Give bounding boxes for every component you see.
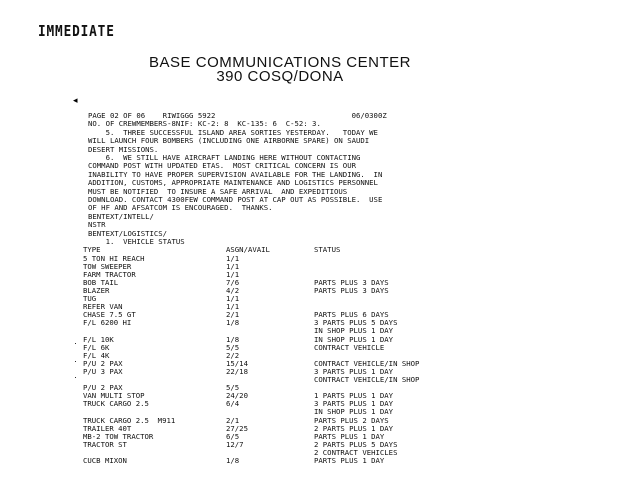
message-line: 1. VEHICLE STATUS: [88, 237, 185, 247]
table-cell-vehicle-status: CONTRACT VEHICLE/IN SHOP: [314, 375, 420, 384]
message-line: COMMAND POST WITH UPDATED ETAS. MOST CRITICAL CONCERN IS OUR: [88, 161, 356, 171]
message-line: NSTR: [88, 220, 106, 230]
table-cell-vehicle-status: CONTRACT VEHICLE/IN SHOP: [314, 358, 420, 368]
column-header-vehicle-status: STATUS: [314, 245, 341, 255]
table-cell-vehicle-type: TRAILER 40T: [83, 423, 132, 433]
table-cell-asgn-avail: 2/1: [226, 415, 240, 425]
message-line: 6. WE STILL HAVE AIRCRAFT LANDING HERE WITHOUT CONTACTING: [88, 153, 361, 163]
table-cell-vehicle-type: F/L 10K: [83, 334, 114, 344]
table-cell-asgn-avail: 6/4: [226, 399, 240, 409]
message-line: PAGE 02 OF 06 RIWIGGG 5922 06/0300Z: [88, 111, 387, 120]
table-cell-vehicle-type: TRUCK CARGO 2.5: [83, 399, 149, 409]
table-cell-asgn-avail: 1/8: [226, 334, 240, 344]
table-cell-vehicle-type: REFER VAN: [83, 302, 123, 312]
table-cell-asgn-avail: 7/6: [226, 277, 240, 287]
table-cell-vehicle-status: CONTRACT VEHICLE: [314, 342, 385, 352]
message-line: DOWNLOAD. CONTACT 4300FEW COMMAND POST AT CAP OUT AS POSSIBLE. USE: [88, 195, 383, 205]
table-cell-vehicle-status: IN SHOP PLUS 1 DAY: [314, 407, 394, 417]
table-cell-vehicle-type: TRUCK CARGO 2.5 M911: [83, 415, 176, 425]
table-cell-vehicle-status: PARTS PLUS 3 DAYS: [314, 277, 389, 287]
table-cell-vehicle-status: IN SHOP PLUS 1 DAY: [314, 326, 394, 336]
table-cell-asgn-avail: 1/1: [226, 261, 240, 271]
table-cell-asgn-avail: 22/18: [226, 366, 248, 376]
table-cell-asgn-avail: 1/1: [226, 253, 240, 263]
table-cell-asgn-avail: 2/2: [226, 350, 240, 360]
table-cell-vehicle-type: P/U 2 PAX: [83, 383, 123, 393]
table-cell-vehicle-status: PARTS PLUS 3 DAYS: [314, 285, 389, 295]
message-line: ADDITION, CUSTOMS, APPROPRIATE MAINTENANCE AND LOGISTICS PERSONNEL: [88, 178, 378, 188]
table-cell-vehicle-type: P/U 2 PAX: [83, 358, 123, 368]
margin-mark: ·: [74, 356, 77, 366]
margin-mark: ·: [74, 338, 77, 348]
table-cell-vehicle-status: 3 PARTS PLUS 1 DAY: [314, 366, 394, 376]
table-cell-vehicle-status: 2 PARTS PLUS 1 DAY: [314, 423, 394, 433]
table-cell-vehicle-type: 5 TON HI REACH: [83, 253, 145, 263]
table-cell-vehicle-status: 3 PARTS PLUS 1 DAY: [314, 399, 394, 409]
table-cell-vehicle-type: P/U 3 PAX: [83, 366, 123, 376]
message-line: OF HF AND AFSATCOM IS ENCOURAGED. THANKS.: [88, 203, 273, 213]
table-cell-asgn-avail: 1/1: [226, 294, 240, 303]
margin-mark: ◂: [73, 95, 78, 105]
table-cell-vehicle-status: 2 CONTRACT VEHICLES: [314, 447, 398, 457]
table-cell-vehicle-status: PARTS PLUS 1 DAY: [314, 456, 385, 465]
table-cell-asgn-avail: 15/14: [226, 358, 248, 368]
table-cell-vehicle-type: FARM TRACTOR: [83, 269, 136, 279]
table-cell-vehicle-type: BLAZER: [83, 285, 110, 295]
table-cell-vehicle-status: PARTS PLUS 6 DAYS: [314, 310, 389, 320]
message-line: BENTEXT/INTELL/: [88, 211, 154, 221]
table-cell-vehicle-type: VAN MULTI STOP: [83, 391, 145, 401]
table-cell-asgn-avail: 1/8: [226, 318, 240, 328]
table-cell-asgn-avail: 5/5: [226, 342, 240, 352]
table-cell-asgn-avail: 1/1: [226, 302, 240, 312]
message-body: [88, 112, 387, 247]
message-line: INABILITY TO HAVE PROPER SUPERVISION AVAILABLE FOR THE LANDING. IN: [88, 169, 383, 179]
table-cell-asgn-avail: 24/20: [226, 391, 248, 401]
table-cell-vehicle-type: MB-2 TOW TRACTOR: [83, 431, 154, 441]
message-line: DESERT MISSIONS.: [88, 144, 159, 154]
table-cell-vehicle-type: TRACTOR ST: [83, 439, 127, 449]
table-cell-asgn-avail: 27/25: [226, 423, 248, 433]
table-cell-vehicle-type: TUG: [83, 294, 97, 303]
header-line-1: BASE COMMUNICATIONS CENTER: [149, 54, 411, 71]
table-cell-vehicle-type: CUCB MIXON: [83, 456, 127, 465]
column-header-asgn-avail: ASGN/AVAIL: [226, 245, 270, 255]
table-cell-asgn-avail: 6/5: [226, 431, 240, 441]
table-cell-vehicle-status: 2 PARTS PLUS 5 DAYS: [314, 439, 398, 449]
table-cell-vehicle-status: 3 PARTS PLUS 5 DAYS: [314, 318, 398, 328]
table-cell-vehicle-status: 1 PARTS PLUS 1 DAY: [314, 391, 394, 401]
table-cell-vehicle-status: PARTS PLUS 1 DAY: [314, 431, 385, 441]
margin-mark: ·: [74, 372, 77, 382]
table-cell-vehicle-type: CHASE 7.5 GT: [83, 310, 136, 320]
table-cell-asgn-avail: 2/1: [226, 310, 240, 320]
table-cell-vehicle-type: F/L 6K: [83, 342, 110, 352]
message-line: NO. OF CREWMEMBERS-8NIF: KC-2: 8 KC-135: 6 C-52: 3.: [88, 119, 321, 129]
column-header-vehicle-type: TYPE: [83, 245, 101, 255]
table-cell-vehicle-status: IN SHOP PLUS 1 DAY: [314, 334, 394, 344]
table-cell-vehicle-type: BOB TAIL: [83, 277, 119, 287]
table-cell-vehicle-type: TOW SWEEPER: [83, 261, 132, 271]
table-cell-vehicle-status: PARTS PLUS 2 DAYS: [314, 415, 389, 425]
immediate-stamp: IMMEDIATE: [38, 22, 115, 40]
table-cell-asgn-avail: 12/7: [226, 439, 244, 449]
message-line: 5. THREE SUCCESSFUL ISLAND AREA SORTIES YESTERDAY. TODAY WE: [88, 127, 378, 137]
message-line: BENTEXT/LOGISTICS/: [88, 228, 168, 238]
table-cell-asgn-avail: 4/2: [226, 285, 240, 295]
table-cell-asgn-avail: 1/1: [226, 269, 240, 279]
table-cell-asgn-avail: 5/5: [226, 383, 240, 393]
message-line: WILL LAUNCH FOUR BOMBERS (INCLUDING ONE AIRBORNE SPARE) ON SAUDI: [88, 136, 370, 146]
table-cell-vehicle-type: F/L 4K: [83, 350, 110, 360]
table-cell-asgn-avail: 1/8: [226, 456, 240, 465]
header-line-2: 390 COSQ/DONA: [216, 68, 344, 85]
message-line: MUST BE NOTIFIED TO INSURE A SAFE ARRIVAL AND EXPEDITIOUS: [88, 186, 348, 196]
table-cell-vehicle-type: F/L 6200 HI: [83, 318, 132, 328]
